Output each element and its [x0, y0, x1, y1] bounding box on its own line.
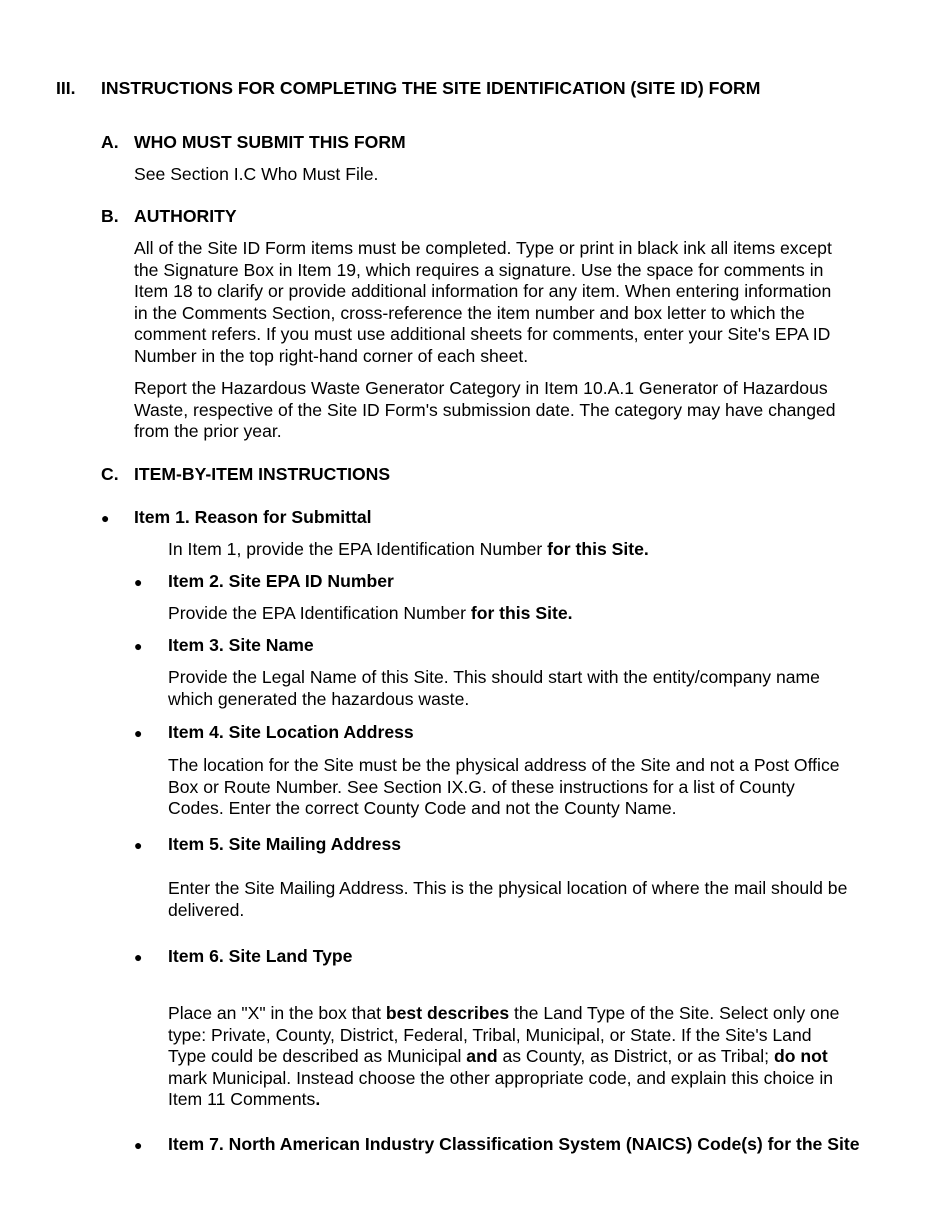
subsection-a-text: See Section I.C Who Must File.: [134, 164, 379, 184]
item-3-line: Provide the Legal Name of this Site. This should start with the entity/company name: [168, 667, 820, 687]
authority-paragraph-1: [134, 238, 832, 367]
bullet-icon: ●: [134, 638, 143, 654]
item-4-line: Codes. Enter the correct County Code and not the County Name.: [168, 798, 677, 818]
item-1-text-prefix: In Item 1, provide the EPA Identification Number: [168, 539, 548, 559]
section-number: III.: [56, 78, 76, 98]
bullet-icon: ●: [101, 510, 110, 526]
item-6-line-2: type: Private, County, District, Federal, Tribal, Municipal, or State. If the Site's Land: [168, 1024, 812, 1045]
subsection-c-letter: C.: [101, 464, 119, 484]
item-2-text: [168, 603, 573, 624]
item-3-heading: Item 3. Site Name: [168, 635, 314, 655]
authority-p1-line: the Signature Box in Item 19, which requires a signature. Use the space for comments in: [134, 259, 824, 280]
authority-p2-line: Report the Hazardous Waste Generator Category in Item 10.A.1 Generator of Hazardous: [134, 378, 828, 398]
item-7-heading: Item 7. North American Industry Classification System (NAICS) Code(s) for the Site: [168, 1134, 860, 1154]
bullet-icon: ●: [134, 1137, 143, 1153]
section-title: INSTRUCTIONS FOR COMPLETING THE SITE IDENTIFICATION (SITE ID) FORM: [101, 78, 761, 98]
item-6-line-3: Type could be described as Municipal and as County, as District, or as Tribal; do not: [168, 1046, 828, 1066]
item-4-line: The location for the Site must be the physical address of the Site and not a Post Office: [168, 755, 840, 775]
item-5-line: delivered.: [168, 899, 245, 920]
item-3-line: which generated the hazardous waste.: [168, 688, 470, 709]
authority-p2-line: from the prior year.: [134, 421, 282, 441]
item-4-line: Box or Route Number. See Section IX.G. of these instructions for a list of County: [168, 776, 795, 797]
item-1-text: [168, 539, 649, 560]
item-3-text: [168, 667, 820, 710]
subsection-a-letter: A.: [101, 132, 119, 152]
item-4-text: [168, 755, 840, 820]
subsection-b-title: AUTHORITY: [134, 206, 237, 226]
bullet-icon: ●: [134, 725, 143, 741]
authority-p1-line: comment refers. If you must use additional sheets for comments, enter your Site's EPA ID: [134, 324, 831, 344]
item-2-text-prefix: Provide the EPA Identification Number: [168, 603, 471, 623]
item-6-text: [168, 1003, 839, 1111]
authority-p1-line: in the Comments Section, cross-reference the item number and box letter to which the: [134, 302, 805, 323]
authority-p1-line: Number in the top right-hand corner of each sheet.: [134, 345, 529, 366]
item-6-line-5: Item 11 Comments.: [168, 1089, 321, 1109]
item-5-heading: Item 5. Site Mailing Address: [168, 834, 402, 854]
bullet-icon: ●: [134, 949, 143, 965]
subsection-c-title: ITEM-BY-ITEM INSTRUCTIONS: [134, 464, 391, 484]
item-5-text: [168, 878, 847, 921]
item-2-heading: Item 2. Site EPA ID Number: [168, 571, 394, 591]
item-6-line-1: Place an "X" in the box that best describes the Land Type of the Site. Select only one: [168, 1003, 840, 1023]
subsection-b-letter: B.: [101, 206, 119, 226]
item-1-heading: Item 1. Reason for Submittal: [134, 507, 372, 527]
item-6-line-4: mark Municipal. Instead choose the other appropriate code, and explain this choice in: [168, 1067, 834, 1088]
authority-p2-line: Waste, respective of the Site ID Form's submission date. The category may have changed: [134, 399, 836, 420]
authority-paragraph-2: [134, 378, 836, 443]
bullet-icon: ●: [134, 574, 143, 590]
item-2-text-bold: for this Site.: [470, 603, 573, 623]
item-1-text-bold: for this Site.: [547, 539, 649, 559]
authority-p1-line: All of the Site ID Form items must be completed. Type or print in black ink all items except: [134, 238, 832, 258]
bullet-icon: ●: [134, 837, 143, 853]
authority-p1-line: Item 18 to clarify or provide additional information for any item. When entering information: [134, 281, 832, 301]
item-4-heading: Item 4. Site Location Address: [168, 722, 414, 742]
item-5-line: Enter the Site Mailing Address. This is the physical location of where the mail should be: [168, 878, 848, 898]
subsection-a-title: WHO MUST SUBMIT THIS FORM: [134, 132, 406, 152]
item-6-heading: Item 6. Site Land Type: [168, 946, 353, 966]
